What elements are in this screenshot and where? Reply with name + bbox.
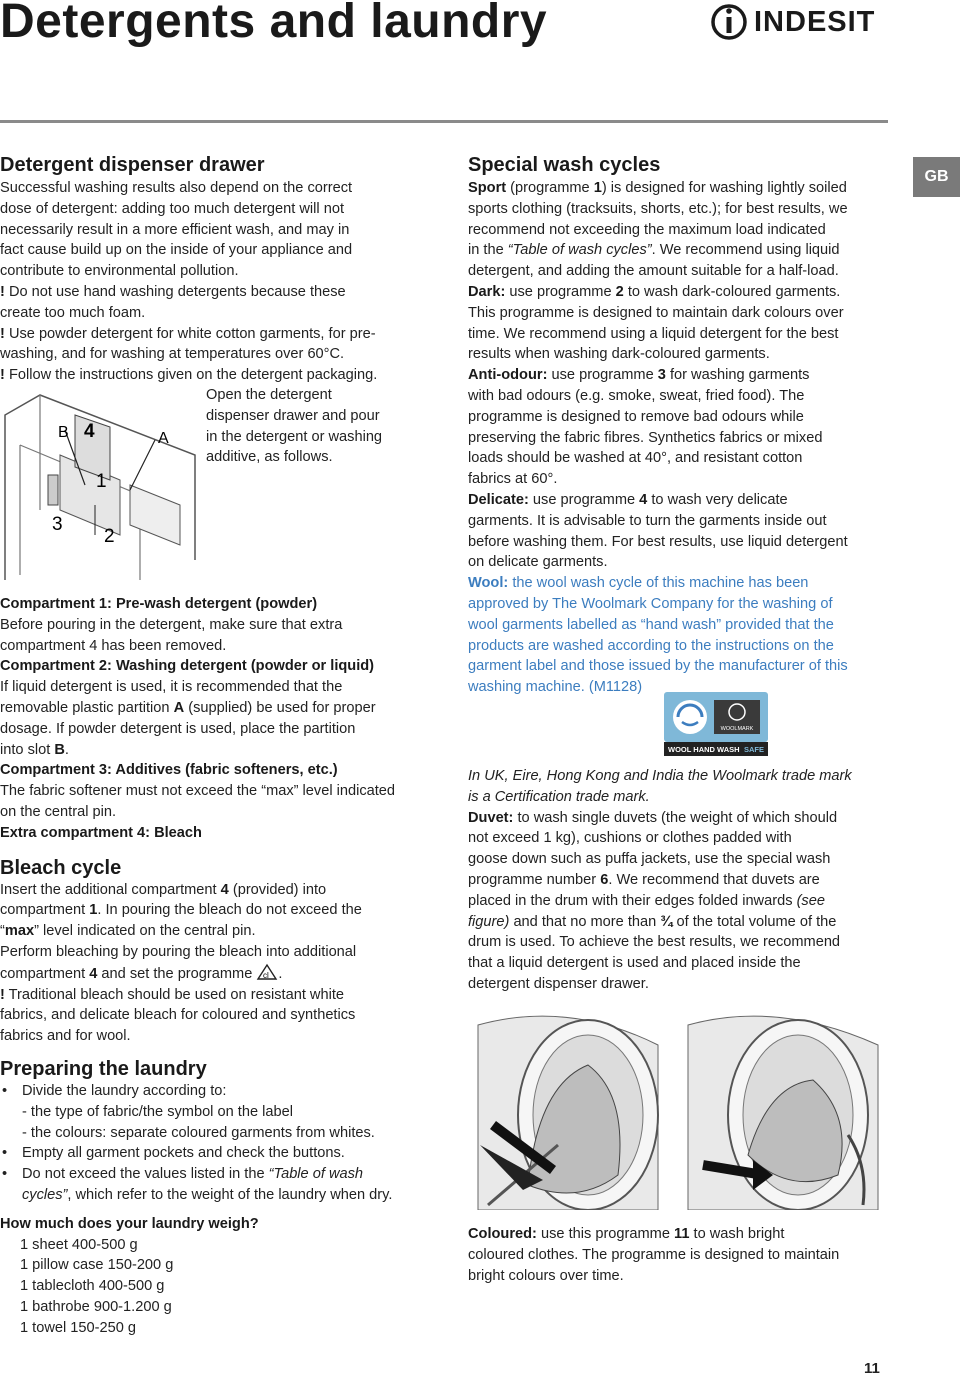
bleach-heading: Bleach cycle — [0, 856, 122, 879]
header-rule — [0, 120, 888, 123]
weight-item: 1 bathrobe 900-1.200 g — [20, 1298, 172, 1315]
warning-line: ! Traditional bleach should be used on resistant white — [0, 986, 344, 1003]
brand-name: INDESIT — [754, 5, 876, 38]
text-line: recommend not exceeding the maximum load indicated — [468, 221, 826, 238]
coloured-section — [468, 1224, 888, 1286]
compartment-3-title: Compartment 3: Additives (fabric softeners, etc.) — [0, 762, 338, 779]
text-line: wool garments labelled as “hand wash” provided that the — [468, 616, 834, 633]
compartment-1-title: Compartment 1: Pre-wash detergent (powder) — [0, 596, 318, 612]
warning-line — [0, 365, 445, 386]
warning-icon: ! — [0, 986, 5, 1003]
list-subitem: - the colours: separate coloured garments from whites. — [22, 1124, 375, 1141]
fig-label-1: 1 — [96, 471, 107, 492]
warning-text: Do not use hand washing detergents because these — [8, 283, 346, 300]
detergent-drawer-diagram — [0, 385, 205, 585]
preparing-heading: Preparing the laundry — [0, 1057, 207, 1080]
svg-text:cl: cl — [263, 970, 270, 980]
bleach-line: Insert the additional compartment 4 (provided) into — [0, 881, 327, 898]
caption-line: Open the detergent — [206, 387, 332, 403]
text-line: preserving the fabric fibres. Synthetics fabrics or mixed — [468, 429, 823, 446]
text-line: before washing them. For best results, use liquid detergent — [468, 533, 848, 550]
compartment-text: on the central pin. — [0, 803, 117, 820]
text-line: in the “Table of wash cycles”. We recommend using liquid — [468, 242, 840, 259]
text-line: loads should be washed at 40°, and resistant cotton — [468, 450, 803, 467]
warning-text: create too much foam. — [0, 304, 146, 321]
compartment-text: into slot B. — [0, 741, 69, 758]
text-line: sports clothing (tracksuits, shorts, etc.); for best results, we — [468, 200, 848, 217]
fig-label-2: 2 — [104, 526, 115, 547]
fig-label-b: B — [58, 424, 69, 441]
compartment-text: The fabric softener must not exceed the “max” level indicated — [0, 783, 396, 800]
text-line: washing machine. (M1128) — [468, 679, 643, 696]
delicate-line: Delicate: use programme 4 to wash very delicate — [468, 491, 788, 508]
text-line: fabrics at 60°. — [468, 471, 558, 488]
page-title: Detergents and laundry — [0, 0, 548, 48]
text-line: goose down such as puffa jackets, use the special wash — [468, 851, 831, 868]
text-line: with bad odours (e.g. smoke, sweat, fried food). The — [468, 387, 805, 404]
list-item: • Divide the laundry according to: — [0, 1081, 445, 1102]
compartment-4-title: Extra compartment 4: Bleach — [0, 824, 202, 841]
section-heading: Detergent dispenser drawer — [0, 154, 265, 176]
intro-line: contribute to environmental pollution. — [0, 263, 239, 280]
warning-icon: ! — [0, 325, 5, 342]
text-line: figure) and that no more than ¾ of the total volume of the — [468, 913, 837, 930]
list-subitem: - the type of fabric/the symbol on the label — [22, 1103, 293, 1120]
weight-item: 1 towel 150-250 g — [20, 1319, 137, 1336]
bleach-line: “max” level indicated on the central pin. — [0, 923, 256, 940]
text-line: approved by The Woolmark Company for the washing of — [468, 595, 833, 612]
woolmark-safe: SAFE — [744, 745, 765, 754]
woolmark-label: WOOL HAND WASH — [668, 745, 740, 754]
coloured-line: Coloured: use this programme 11 to wash bright — [468, 1226, 785, 1242]
text-line: products are washed according to the instructions on the — [468, 637, 834, 654]
list-item-cont: cycles”, which refer to the weight of the laundry when dry. — [22, 1186, 393, 1203]
warning-text: fabrics and for wool. — [0, 1028, 131, 1045]
weight-item: 1 sheet 400-500 g — [20, 1236, 138, 1253]
compartments-section — [0, 594, 445, 1339]
caption-line: dispenser drawer and pour — [206, 407, 380, 424]
anti-odour-line: Anti-odour: use programme 3 for washing garments — [468, 367, 810, 384]
compartment-text: If liquid detergent is used, it is recommended that the — [0, 679, 343, 696]
compartment-text: compartment 4 has been removed. — [0, 637, 227, 654]
intro-line: fact cause build up on the inside of your appliance and — [0, 242, 353, 259]
text-line: results when washing dark-coloured garments. — [468, 346, 770, 363]
text-line: This programme is designed to maintain dark colours over — [468, 304, 844, 321]
text-line: that a liquid detergent is used and placed inside the — [468, 955, 801, 972]
uk-note-line: is a Certification trade mark. — [468, 788, 650, 805]
woolmark-brand: WOOLMARK — [720, 726, 754, 732]
text-line: on delicate garments. — [468, 554, 608, 571]
page-number: 11 — [864, 1360, 880, 1377]
warning-line — [0, 282, 445, 303]
list-item: • Do not exceed the values listed in the “Table of wash — [0, 1164, 445, 1185]
compartment-text: Before pouring in the detergent, make sure that extra — [0, 616, 343, 633]
drum-figure-right — [688, 1016, 878, 1210]
text-line: garment label and those issued by the manufacturer of this — [468, 658, 848, 675]
warning-text: washing, and for washing at temperatures over 60°C. — [0, 346, 345, 363]
text-line: coloured clothes. The programme is designed to maintain — [468, 1246, 840, 1263]
warning-line — [0, 324, 445, 345]
weight-item: 1 tablecloth 400-500 g — [20, 1278, 165, 1295]
sport-line: Sport (programme 1) is designed for washing lightly soiled — [468, 180, 847, 196]
uk-note-line: In UK, Eire, Hong Kong and India the Woolmark trade mark — [468, 768, 852, 784]
text-line: time. We recommend using a liquid detergent for the best — [468, 325, 839, 342]
drum-figure-left — [478, 1016, 658, 1210]
fig-label-a: A — [158, 430, 169, 447]
fig-label-3: 3 — [52, 514, 63, 535]
warning-text: fabrics, and delicate bleach for coloured and synthetics — [0, 1007, 356, 1024]
text-line: detergent, and adding the amount suitable for a half-load. — [468, 263, 839, 280]
bleach-line: compartment 4 and set the programme cl . — [0, 963, 445, 985]
text-line: detergent dispenser drawer. — [468, 975, 649, 992]
woolmark-logo — [664, 692, 768, 756]
language-tab: GB — [913, 157, 960, 197]
compartment-2-title: Compartment 2: Washing detergent (powder or liquid) — [0, 658, 375, 675]
weigh-heading: How much does your laundry weigh? — [0, 1215, 259, 1232]
drawer-caption — [206, 385, 382, 468]
brand-logo — [710, 2, 875, 42]
wool-block: Wool: the wool wash cycle of this machine has been approved by The Woolmark Company for the washing of wool garments labelled as “hand wash” provided that the products are washed according to the instructions on the garment label and those issued by the manufacturer of this washing machine. (M1128) — [468, 573, 888, 698]
warning-text: Use powder detergent for white cotton garments, for pre- — [8, 325, 376, 342]
duvet-line: Duvet: to wash single duvets (the weight of which should — [468, 809, 838, 826]
intro-line: necessarily result in a more efficient wash, and may in — [0, 221, 350, 238]
detergent-drawer-section — [0, 153, 445, 386]
intro-line: Successful washing results also depend on the correct — [0, 180, 353, 196]
text-line: garments. It is advisable to turn the garments inside out — [468, 512, 827, 529]
text-line: placed in the drum with their edges folded inwards (see — [468, 892, 825, 909]
bleach-line: compartment 1. In pouring the bleach do not exceed the — [0, 902, 362, 919]
weight-item: 1 pillow case 150-200 g — [20, 1257, 174, 1274]
dark-line: Dark: use programme 2 to wash dark-coloured garments. — [468, 283, 841, 300]
warning-text: Follow the instructions given on the detergent packaging. — [8, 367, 378, 384]
special-cycles-section — [468, 153, 888, 698]
indesit-logo-icon — [710, 2, 748, 42]
bleach-line: Perform bleaching by pouring the bleach into additional — [0, 943, 357, 960]
text-line: drum is used. To achieve the best results, we recommend — [468, 934, 841, 951]
duvet-section — [468, 766, 888, 995]
text-line: programme is designed to remove bad odours while — [468, 408, 804, 425]
bleach-symbol-icon — [256, 963, 278, 981]
compartment-text: removable plastic partition A (supplied) be used for proper — [0, 699, 376, 716]
intro-line: dose of detergent: adding too much detergent will not — [0, 200, 344, 217]
caption-line: additive, as follows. — [206, 449, 333, 466]
list-item: • Empty all garment pockets and check the buttons. — [0, 1143, 445, 1164]
text-line: programme number 6. We recommend that duvets are — [468, 871, 820, 888]
duvet-loading-illustration — [468, 1005, 888, 1210]
compartment-text: dosage. If powder detergent is used, place the partition — [0, 720, 356, 737]
caption-line: in the detergent or washing — [206, 428, 383, 445]
text-line: bright colours over time. — [468, 1267, 624, 1284]
warning-icon: ! — [0, 367, 5, 384]
warning-icon: ! — [0, 283, 5, 300]
fig-label-4: 4 — [84, 421, 95, 442]
section-heading: Special wash cycles — [468, 154, 661, 176]
text-line: not exceed 1 kg), cushions or clothes padded with — [468, 830, 792, 847]
